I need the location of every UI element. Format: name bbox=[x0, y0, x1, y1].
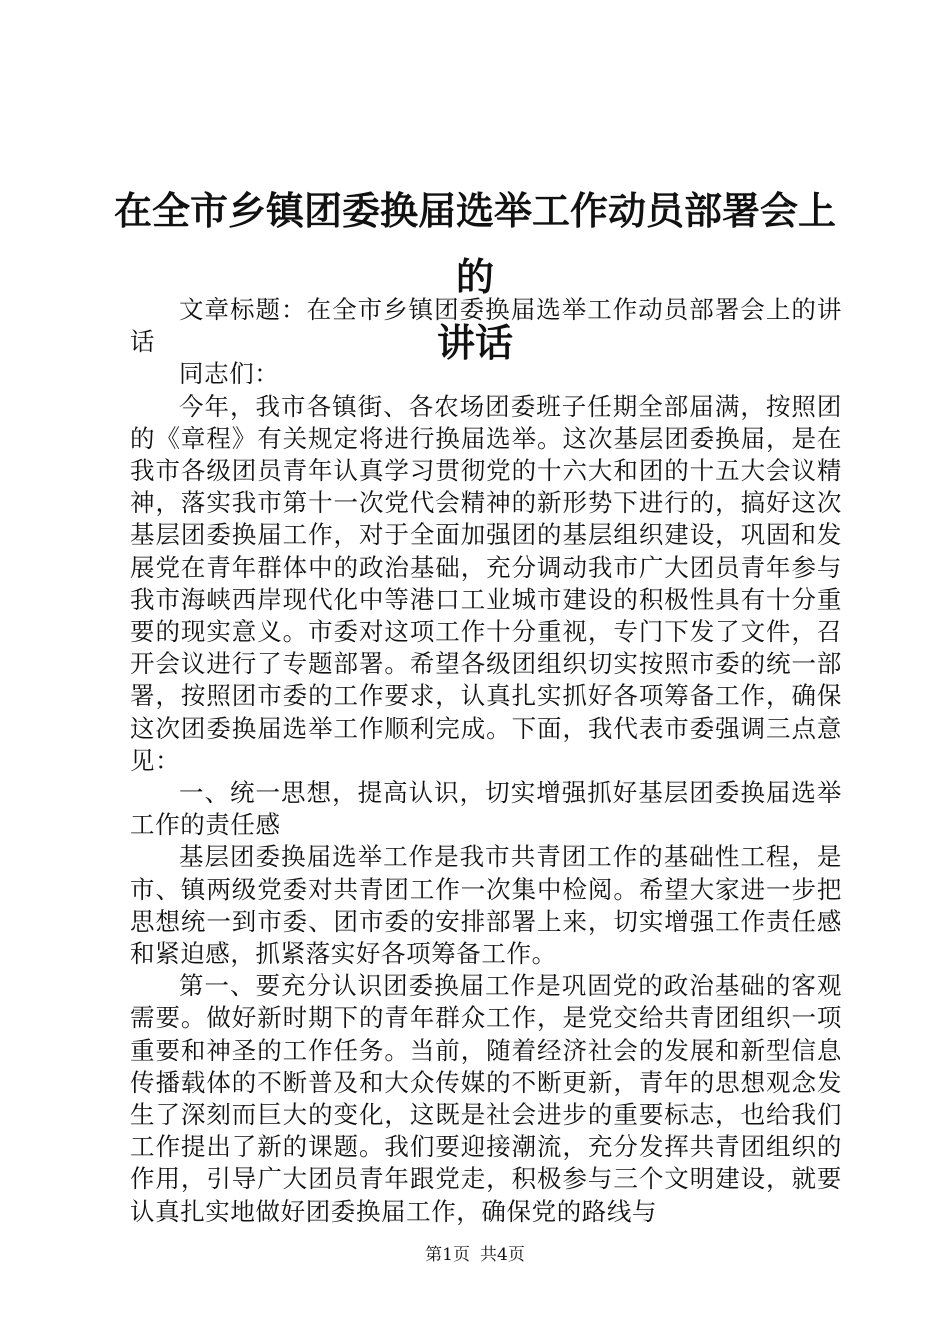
section-paragraph-2: 第一、要充分认识团委换届工作是巩固党的政治基础的客观需要。做好新时期下的青年群众工作，是党交给共青团组织一项重要和神圣的工作任务。当前，随着经济社会的发展和新型信息传播载体的不断普及和大众传媒的不断更新，青年的思想观念发生了深刻而巨大的变化，这既是社会进步的重要标志，也给我们工作提出了新的课题。我们要迎接潮流，充分发挥共青团组织的作用，引导广大团员青年跟党走，积极参与三个文明建设，就要认真扎实地做好团委换届工作，确保党的路线与 bbox=[130, 971, 842, 1226]
page-number: 第1页 bbox=[425, 1245, 470, 1265]
document-body bbox=[130, 294, 842, 1228]
section-heading-1: 一、统一思想，提高认识，切实增强抓好基层团委换届选举工作的责任感 bbox=[130, 778, 842, 840]
article-title-paragraph: 文章标题：在全市乡镇团委换届选举工作动员部署会上的讲话 bbox=[130, 295, 842, 357]
salutation-paragraph: 同志们： bbox=[179, 359, 280, 389]
section-paragraph-1: 基层团委换届选举工作是我市共青团工作的基础性工程，是市、镇两级党委对共青团工作一次集中检阅。希望大家进一步把思想统一到市委、团市委的安排部署上来，切实增强工作责任感和紧迫感，抓紧落实好各项筹备工作。 bbox=[130, 842, 842, 969]
intro-paragraph: 今年，我市各镇街、各农场团委班子任期全部届满，按照团的《章程》有关规定将进行换届选举。这次基层团委换届，是在我市各级团员青年认真学习贯彻党的十六大和团的十五大会议精神，落实我市第十一次党代会精神的新形势下进行的，搞好这次基层团委换届工作，对于全面加强团的基层组织建设，巩固和发展党在青年群体中的政治基础，充分调动我市广大团员青年参与我市海峡西岸现代化中等港口工业城市建设的积极性具有十分重要的现实意义。市委对这项工作十分重视，专门下发了文件，召开会议进行了专题部署。希望各级团组织切实按照市委的统一部署，按照团市委的工作要求，认真扎实抓好各项筹备工作，确保这次团委换届选举工作顺利完成。下面，我代表市委强调三点意见： bbox=[130, 391, 842, 775]
title-line-1: 在全市乡镇团委换届选举工作动员部署会上的 bbox=[113, 188, 836, 299]
page-footer bbox=[0, 1244, 950, 1266]
page-total: 共4页 bbox=[480, 1245, 525, 1265]
title-line-2: 讲话 bbox=[436, 320, 513, 365]
